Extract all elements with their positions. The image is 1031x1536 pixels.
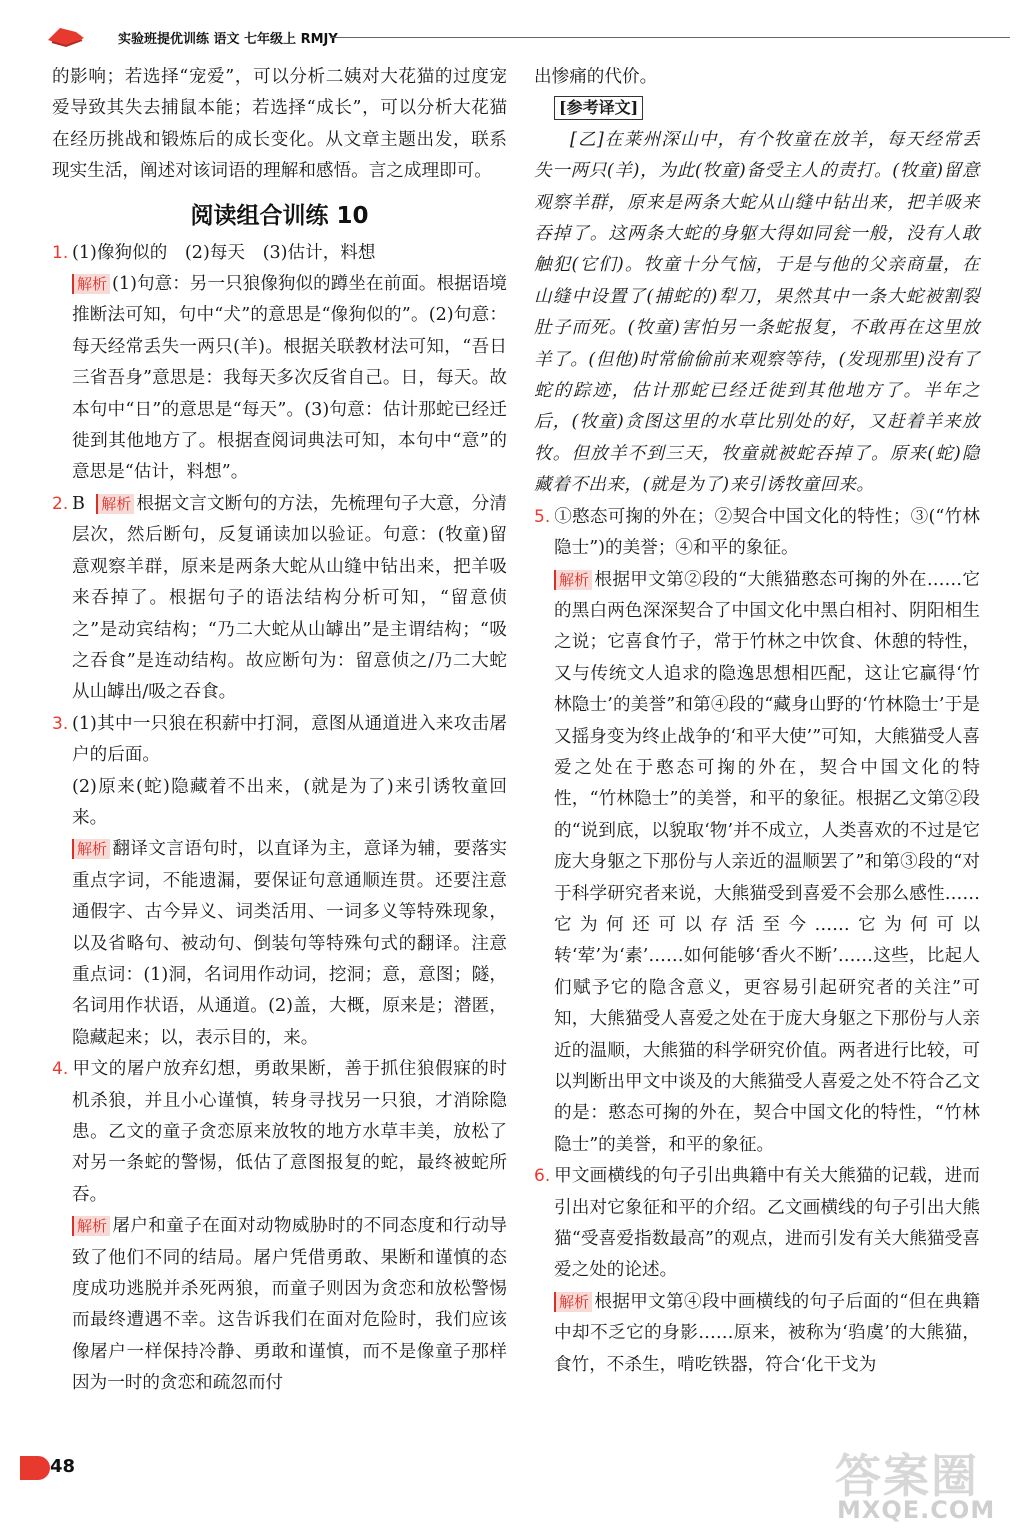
answer-text: ①憨态可掬的外在；②契合中国文化的特性；③(“竹林隐士”)的美誉；④和平的象征。: [554, 506, 980, 559]
analysis-text: 根据文言文断句的方法，先梳理句子大意，分清层次，然后断句，反复诵读加以验证。句意：(牧童)留意观察羊群，原来是两条大蛇从山缝中钻出来，把羊吸来吞掉了。根据句子的语法结构分析可知，“留意侦之”是动宾结构；“乃二大蛇从山罅出”是主谓结构；“吸之吞食”是连动结构。故应断句为：留意侦之/乃二大蛇从山罅出/吸之吞食。: [72, 493, 507, 703]
page-number-tab-icon: [20, 1456, 50, 1480]
right-column: [534, 62, 980, 1381]
header-rule: [330, 37, 1010, 38]
answer-text: (1)其中一只狼在积薪中打洞，意图从通道进入来攻击屠户的后面。: [72, 713, 507, 766]
answer-text: 甲文的屠户放弃幻想，勇敢果断，善于抓住狼假寐的时机杀狼，并且小心谨慎，转身寻找另一只狼，才消除隐患。乙文的童子贪恋原来放牧的地方水草丰美，放松了对另一条蛇的警惕，低估了意图报复的蛇，最终被蛇所吞。: [72, 1059, 507, 1205]
translation-text: [乙]在莱州深山中，有个牧童在放羊，每天经常丢失一两只(羊)，为此(牧童)备受主人的责打。(牧童)留意观察羊群，原来是两条大蛇从山缝中钻出来，把羊吸来吞掉了。这两条大蛇的身躯大得如同瓮一般，没有人敢触犯(它们)。牧童十分气恼，于是与他的父亲商量，在山缝中设置了(捕蛇的)犁刀，果然其中一条大蛇被割裂肚子而死。(牧童)害怕另一条蛇报复，不敢再在这里放羊了。(但他)时常偷偷前来观察等待，(发现那里)没有了蛇的踪迹，估计那蛇已经迁徙到其他地方了。半年之后，(牧童)贪图这里的水草比别处的好，又赶着羊来放牧。但放羊不到三天，牧童就被蛇吞掉了。原来(蛇)隐藏着不出来，(就是为了)来引诱牧童回来。: [534, 129, 980, 496]
question-number: 3.: [52, 713, 69, 734]
analysis-text: 屠户和童子在面对动物威胁时的不同态度和行动导致了他们不同的结局。屠户凭借勇敢、果断和谨慎的态度成功逃脱并杀死两狼，而童子则因为贪恋和放松警惕而最终遭遇不幸。这告诉我们在面对危险时，我们应该像屠户一样保持冷静、勇敢和谨慎，而不是像童子那样因为一时的贪恋和疏忽而付: [72, 1216, 507, 1394]
answer-text: 甲文画横线的句子引出典籍中有关大熊猫的记载，进而引出对它象征和平的介绍。乙文画横线的句子引出大熊猫“受喜爱指数最高”的观点，进而引发有关大熊猫受喜爱之处的论述。: [554, 1166, 980, 1281]
left-column: [52, 62, 507, 1400]
analysis-tag: 解析: [72, 839, 110, 859]
watermark: [835, 1440, 1015, 1530]
analysis-tag: 解析: [72, 1216, 110, 1236]
question-2: [52, 489, 507, 709]
analysis-tag: 解析: [554, 570, 592, 590]
page-header: [30, 22, 1010, 52]
question-6: [534, 1161, 980, 1381]
answer-text: (1)像狗似的 (2)每天 (3)估计，料想: [72, 242, 376, 263]
reference-translation-tag: [参考译文]: [554, 96, 643, 120]
question-number: 1.: [52, 242, 69, 263]
page-number: [20, 1454, 80, 1482]
analysis-tag: 解析: [96, 494, 134, 514]
watermark-main: 答案圈: [835, 1449, 979, 1503]
question-number: 5.: [534, 506, 551, 527]
header-title: 实验班提优训练 语文 七年级上 RMJY: [118, 32, 338, 47]
question-1: [52, 238, 507, 489]
question-5: [534, 502, 980, 1162]
book-logo-icon: [46, 26, 86, 48]
analysis-tag: 解析: [72, 274, 110, 294]
continuation-text: 出惨痛的代价。: [534, 67, 658, 87]
section-title: 阅读组合训练 10: [190, 202, 369, 229]
answer-text: B: [72, 493, 85, 514]
analysis-tag: 解析: [554, 1292, 592, 1312]
watermark-sub: MXQE.COM: [837, 1496, 996, 1524]
question-number: 4.: [52, 1059, 69, 1080]
question-3: [52, 709, 507, 1054]
analysis-text: 根据甲文第④段中画横线的句子后面的“但在典籍中却不乏它的身影……原来，被称为‘驺虞’的大熊猫，食竹，不杀生，啃吃铁器，符合‘化干戈为: [554, 1291, 980, 1375]
question-4: [52, 1054, 507, 1399]
page-number-text: 48: [50, 1456, 76, 1477]
intro-paragraph: 的影响；若选择“宠爱”，可以分析二姨对大花猫的过度宠爱导致其失去捕鼠本能；若选择“成长”，可以分析大花猫在经历挑战和锻炼后的成长变化。从文章主题出发，联系现实生活，阐述对该词语的理解和感悟。言之成理即可。: [52, 67, 507, 182]
analysis-text: 根据甲文第②段的“大熊猫憨态可掬的外在……它的黑白两色深深契合了中国文化中黑白相衬、阴阳相生之说；它喜食竹子，常于竹林之中饮食、休憩的特性，又与传统文人追求的隐逸思想相匹配，这让它赢得‘竹林隐士’的美誉”和第④段的“藏身山野的‘竹林隐士’于是又摇身变为终止战争的‘和平大使’”可知，大熊猫受人喜爱之处在于憨态可掬的外在，契合中国文化的特性，“竹林隐士”的美誉，和平的象征。根据乙文第②段的“说到底，以貌取‘物’并不成立，人类喜欢的不过是它庞大身躯之下那份与人亲近的温顺罢了”和第③段的“对于科学研究者来说，大熊猫受到喜爱不会那么感性……它为何还可以存活至今……它为何可以转‘荤’为‘素’……如何能够‘香火不断’……这些，比起人们赋予它的隐含意义，更容易引起研究者的关注”可知，大熊猫受人喜爱之处在于庞大身躯之下那份与人亲近的温顺，大熊猫的科学研究价值。两者进行比较，可以判断出甲文中谈及的大熊猫受人喜爱之处不符合乙文的是：憨态可掬的外在，契合中国文化的特性，“竹林隐士”的美誉，和平的象征。: [554, 569, 980, 1155]
analysis-text: (1)句意：另一只狼像狗似的蹲坐在前面。根据语境推断法可知，句中“犬”的意思是“像狗似的”。(2)句意：每天经常丢失一两只(羊)。根据关联教材法可知，“吾日三省吾身”意思是：我每天多次反省自己。日，每天。故本句中“日”的意思是“每天”。(3)句意：估计那蛇已经迁徙到其他地方了。根据查阅词典法可知，本句中“意”的意思是“估计，料想”。: [72, 274, 507, 483]
analysis-text: 翻译文言语句时，以直译为主，意译为辅，要落实重点字词，不能遗漏，要保证句意通顺连贯。还要注意通假字、古今异义、词类活用、一词多义等特殊现象，以及省略句、被动句、倒装句等特殊句式的翻译。注意重点词：(1)洞，名词用作动词，挖洞；意，意图；隧，名词用作状语，从通道。(2)盖，大概，原来是；潜匿，隐藏起来；以，表示目的，来。: [72, 839, 507, 1048]
question-number: 6.: [534, 1166, 551, 1187]
answer-text-2: (2)原来(蛇)隐藏着不出来，(就是为了)来引诱牧童回来。: [72, 776, 507, 828]
question-number: 2.: [52, 493, 69, 514]
